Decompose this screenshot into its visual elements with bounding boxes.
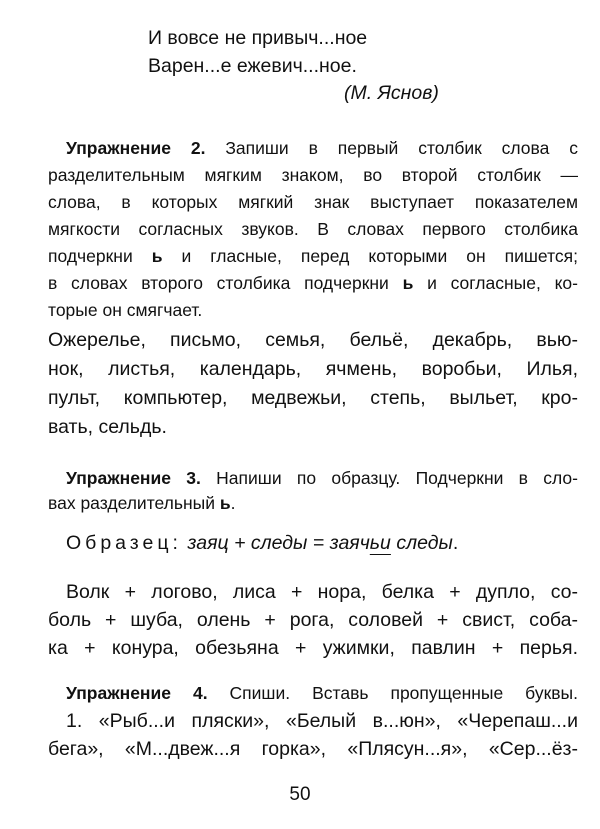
exercise-title: Упражнение 2. — [66, 138, 206, 158]
exercise-line — [48, 135, 578, 161]
text: подчеркни — [48, 246, 133, 266]
text: вах разделительный — [48, 493, 216, 513]
exercise-line: мягкости согласных звуков. В словах первого столбика — [48, 219, 578, 239]
author-name: (М. Яснов) — [344, 82, 439, 104]
exercise-title: Упражнение 3. — [66, 468, 201, 488]
word-list-line: вать, сельдь. — [48, 416, 167, 438]
text: Спиши. Вставь пропущенные буквы. — [229, 683, 578, 703]
sample-text: заяц + следы = заяч — [187, 532, 370, 554]
exercise-line: 1. «Рыб...и пляски», «Белый в...юн», «Черепаш...и — [66, 710, 578, 732]
word-list-line: боль + шуба, олень + рога, соловей + свист, соба- — [48, 609, 578, 631]
soft-sign: ь — [219, 493, 231, 513]
text: . — [230, 493, 236, 513]
text: в словах второго столбика подчеркни — [48, 273, 389, 293]
sample-line — [48, 530, 578, 556]
soft-sign: ь — [402, 273, 414, 293]
exercise-line — [48, 680, 578, 706]
exercise-line — [48, 270, 578, 296]
exercise-line — [48, 243, 578, 269]
text: и согласные, ко- — [427, 273, 578, 293]
poem-line: И вовсе не привыч...ное — [148, 27, 368, 49]
exercise-line — [48, 490, 578, 516]
sample-label: Образец: — [66, 532, 182, 554]
exercise-line: слова, в которых мягкий знак выступает показателем — [48, 192, 578, 212]
sample-text: следы — [390, 532, 453, 554]
poem-line: Варен...е ежевич...ное. — [148, 55, 357, 77]
soft-sign: ь — [151, 246, 163, 266]
word-list-line: пульт, компьютер, медвежьи, степь, выльет, кро- — [48, 387, 578, 409]
page-number: 50 — [289, 784, 311, 805]
exercise-title: Упражнение 4. — [66, 683, 208, 703]
poem-author — [344, 80, 439, 106]
word-list-line: ка + конура, обезьяна + ужимки, павлин + перья. — [48, 637, 578, 659]
text: Напиши по образцу. Подчеркни в сло- — [216, 468, 578, 488]
text: Запиши в первый столбик слова с — [225, 138, 578, 158]
word-list-line: Волк + логово, лиса + нора, белка + дупло, со- — [66, 581, 578, 603]
word-list-line: Ожерелье, письмо, семья, бельё, декабрь, вью- — [48, 329, 578, 351]
exercise-line: бега», «М...двеж...я горка», «Плясун...я», «Сер...ёз- — [48, 738, 578, 760]
exercise-line: разделительным мягким знаком, во второй столбик — — [48, 165, 578, 185]
underlined-letters: ьи — [369, 532, 391, 554]
text: . — [452, 532, 459, 554]
word-list-line: нок, листья, календарь, ячмень, воробьи, Илья, — [48, 358, 578, 380]
exercise-line — [48, 465, 578, 491]
exercise-line: торые он смягчает. — [48, 300, 203, 320]
text: и гласные, перед которыми он пишется; — [181, 246, 578, 266]
